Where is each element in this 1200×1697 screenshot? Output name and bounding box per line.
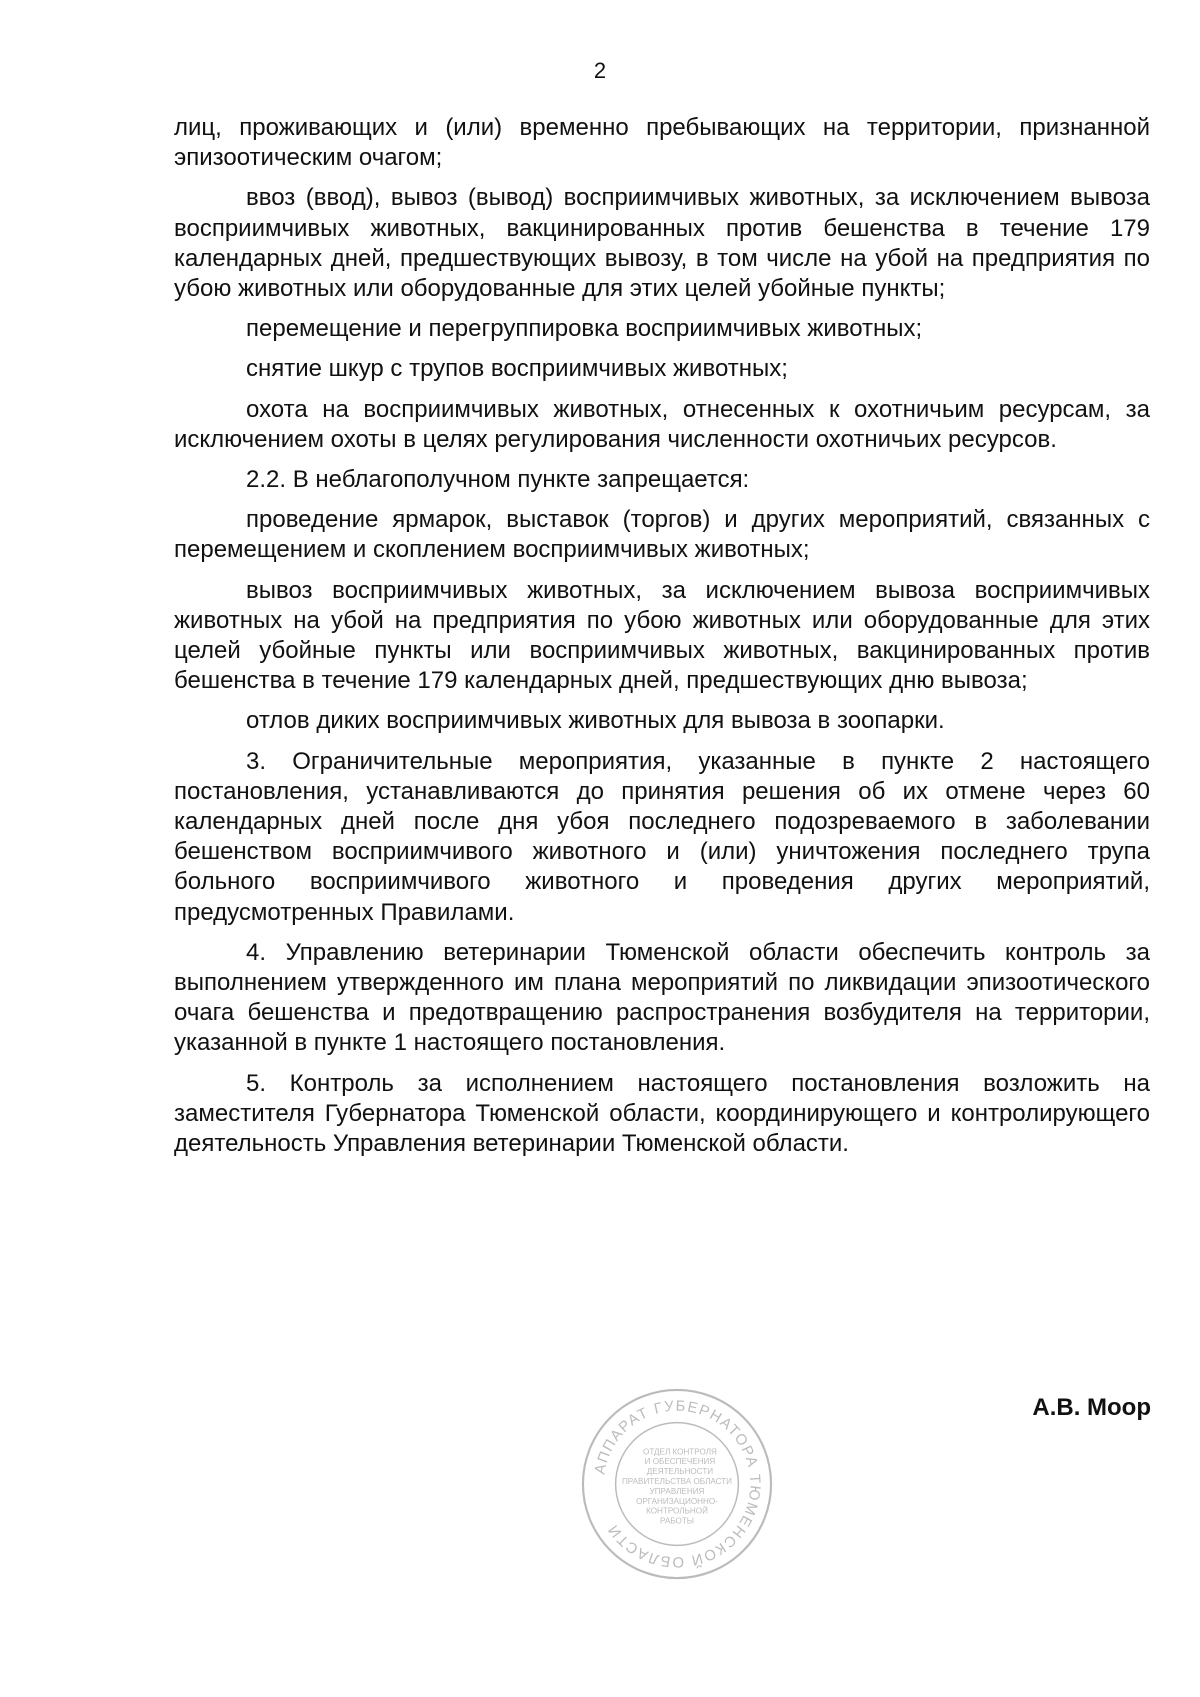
paragraph: 5. Контроль за исполнением настоящего постановления возложить на заместителя Губернатора Тюменской области, координирующего и контролирующего деятельность Управления ветеринарии Тюменской области. [174,1069,1150,1158]
stamp-ring-textpath: АППАРАТ ГУБЕРНАТОРА ТЮМЕНСКОЙ ОБЛАСТИ [592,1398,763,1570]
paragraph: 3. Ограничительные мероприятия, указанные в пункте 2 настоящего постановления, устанавливаются до принятия решения об их отмене через 60 календарных дней после дня убоя последнего подозреваемого в заболевании бешенством восприимчивого животного и (или) уничтожения последнего трупа больного восприимчивого животного и проведения других мероприятий, предусмотренных Правилами. [174,747,1150,926]
paragraph: ввоз (ввод), вывоз (вывод) восприимчивых животных, за исключением вывоза восприимчивых животных, вакцинированных против бешенства в течение 179 календарных дней, предшествующих вывозу, в том числе на убой на предприятия по убою животных или оборудованные для этих целей убойные пункты; [174,184,1150,303]
stamp-line: ОТДЕЛ КОНТРОЛЯ [643,1447,717,1457]
signature-name: А.В. Моор [1032,1394,1151,1421]
stamp-line: КОНТРОЛЬНОЙ [646,1506,708,1516]
paragraph: лиц, проживающих и (или) временно пребывающих на территории, признанной эпизоотическим очагом; [174,114,1150,172]
stamp-line: И ОБЕСПЕЧЕНИЯ [644,1457,716,1467]
paragraph: вывоз восприимчивых животных, за исключением вывоза восприимчивых животных на убой на предприятия по убою животных или оборудованные для этих целей убойные пункты или восприимчивых животных, вакцинированных против бешенства в течение 179 календарных дней, предшествующих дню вывоза; [174,576,1150,695]
stamp-line: РАБОТЫ [660,1516,694,1526]
paragraph: охота на восприимчивых животных, отнесенных к охотничьим ресурсам, за исключением охоты в целях регулирования численности охотничьих ресурсов. [174,395,1150,453]
paragraph: отлов диких восприимчивых животных для вывоза в зоопарки. [246,707,945,735]
paragraph: 4. Управлению ветеринарии Тюменской области обеспечить контроль за выполнением утвержденного им плана мероприятий по ликвидации эпизоотического очага бешенства и предотвращению распространения возбудителя на территории, указанной в пункте 1 настоящего постановления. [174,938,1150,1057]
stamp-line: ОРГАНИЗАЦИОННО- [636,1496,718,1506]
paragraph: снятие шкур с трупов восприимчивых животных; [246,355,788,383]
stamp-inner-text [622,1447,732,1525]
stamp-line: УПРАВЛЕНИЯ [649,1486,705,1496]
official-stamp [578,1385,776,1583]
paragraph: проведение ярмарок, выставок (торгов) и других мероприятий, связанных с перемещением и скоплением восприимчивых животных; [174,506,1150,564]
page-number: 2 [593,58,607,83]
paragraph: 2.2. В неблагополучном пункте запрещается: [246,466,750,494]
document-body [174,113,1150,1169]
stamp-line: ПРАВИТЕЛЬСТВА ОБЛАСТИ [621,1477,733,1486]
stamp-line: ДЕЯТЕЛЬНОСТИ [646,1467,714,1477]
paragraph: перемещение и перегруппировка восприимчивых животных; [246,315,923,343]
